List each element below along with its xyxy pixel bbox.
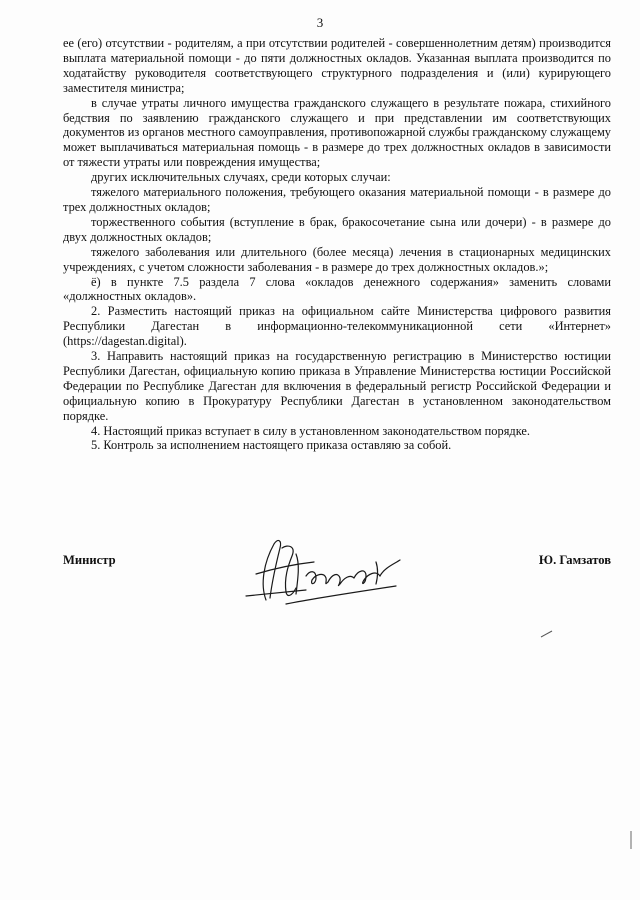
paragraph: тяжелого материального положения, требующего оказания материальной помощи - в размере до трех должностных окладов;: [63, 185, 611, 214]
signatory-name: Ю. Гамзатов: [538, 553, 611, 567]
paragraph: ее (его) отсутствии - родителям, а при отсутствии родителей - совершеннолетним детям) производится выплата материальной помощи - до пяти должностных окладов. Указанная выплата производится по ходатайству руководителя соответствующего структурного подразделения и (или) курирующего заместителя министра;: [63, 36, 611, 95]
paragraph: 5. Контроль за исполнением настоящего приказа оставляю за собой.: [91, 438, 452, 453]
paragraph: других исключительных случаях, среди которых случаи:: [91, 170, 391, 185]
handwritten-signature: [226, 534, 416, 614]
signatory-title: Министр: [63, 553, 116, 567]
paragraph: торжественного события (вступление в брак, бракосочетание сына или дочери) - в размере до двух должностных окладов;: [63, 214, 611, 244]
paragraph: 2. Разместить настоящий приказ на официальном сайте Министерства цифрового развития Республики Дагестан в информационно-телекоммуникационной сети «Интернет» (https://dagestan.digital).: [63, 304, 611, 349]
paragraph: ё) в пункте 7.5 раздела 7 слова «окладов денежного содержания» заменить словами «должностных окладов».: [63, 274, 611, 304]
scan-speck: [628, 830, 634, 850]
scan-speck: [540, 630, 554, 638]
paragraph: 3. Направить настоящий приказ на государственную регистрацию в Министерство юстиции Республики Дагестан, официальную копию приказа в Управление Министерства юстиции Российской Федерации по Республике Дагестан для включения в федеральный регистр Российской Федерации и официальную копию в Прокуратуру Республики Дагестан в установленном законодательством порядке.: [63, 349, 611, 423]
paragraph: 4. Настоящий приказ вступает в силу в установленном законодательством порядке.: [91, 423, 531, 438]
document-body: [63, 36, 611, 453]
paragraph: в случае утраты личного имущества гражданского служащего в результате пожара, стихийного бедствия по заявлению гражданского служащего и при представлении им соответствующих документов из органов местного самоуправления, противопожарной службы гражданскому служащему может выплачиваться материальная помощь - в размере до трех должностных окладов в зависимости от тяжести утраты или повреждения имущества;: [63, 95, 611, 170]
paragraph: тяжелого заболевания или длительного (более месяца) лечения в стационарных медицинских учреждениях, с учетом сложности заболевания - в размере до трех должностных окладов.»;: [63, 244, 611, 274]
page-number: 3: [316, 15, 324, 30]
signature-block: [63, 548, 611, 618]
